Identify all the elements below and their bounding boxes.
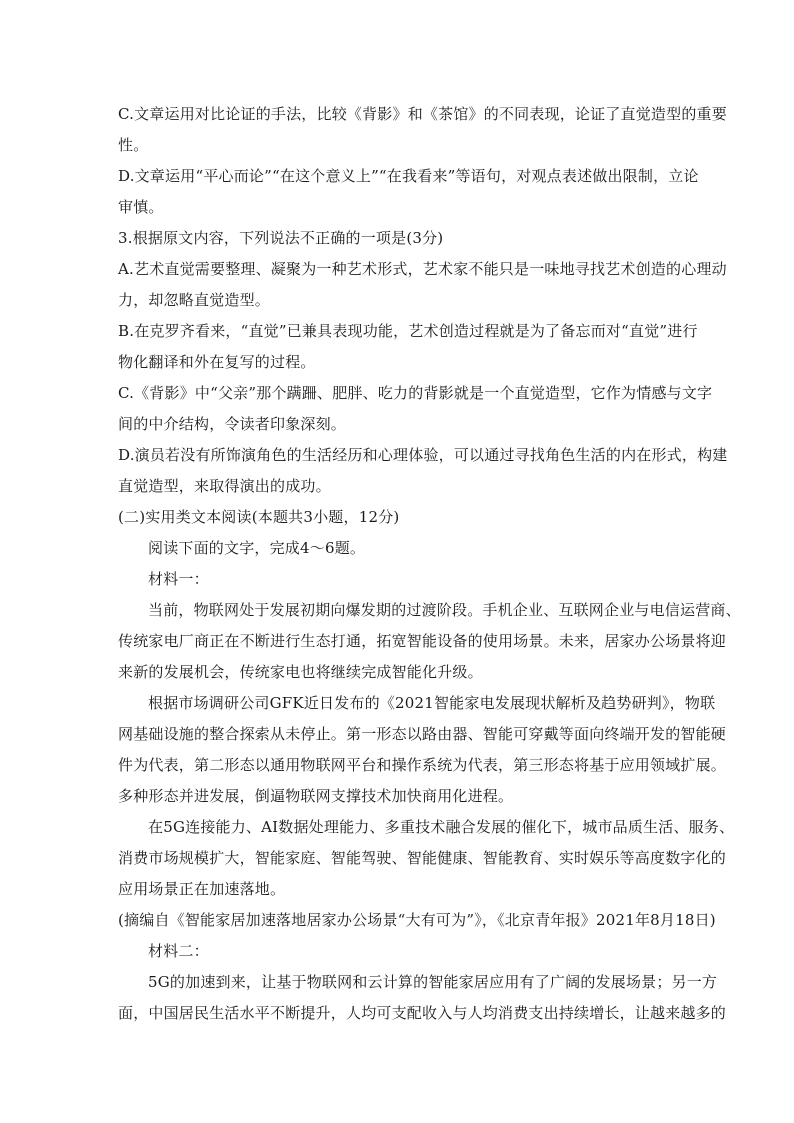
material-1-p1-line-3: 来新的发展机会，传统家电也将继续完成智能化升级。 [118, 663, 483, 681]
q3-option-d-line-1: D.演员若没有所饰演角色的生活经历和心理体验，可以通过寻找角色生活的内在形式，构建 [118, 446, 728, 464]
q3-option-b-line-2: 物化翻译和外在复写的过程。 [118, 353, 316, 371]
material-1-source: (摘编自《智能家居加速落地居家办公场景“大有可为”》，《北京青年报》2021年8月18日) [118, 911, 716, 929]
q3-option-b-line-1: B.在克罗齐看来，“直觉”已兼具表现功能，艺术创造过程就是为了备忘而对“直觉”进行 [118, 322, 698, 340]
material-1-p2-line-4: 多种形态并进发展，倒逼物联网支撑技术加快商用化进程。 [118, 787, 514, 805]
reading-instruction: 阅读下面的文字，完成4～6题。 [148, 539, 366, 557]
material-1-p1-line-1: 当前，物联网处于发展初期向爆发期的过渡阶段。手机企业、互联网企业与电信运营商、 [148, 601, 741, 619]
material-1-p1-line-2: 传统家电厂商正在不断进行生态打通，拓宽智能设备的使用场景。未来，居家办公场景将迎 [118, 632, 727, 650]
material-2-p1-line-1: 5G的加速到来，让基于物联网和云计算的智能家居应用有了广阔的发展场景；另一方 [148, 973, 718, 991]
q3-option-a-line-1: A.艺术直觉需要整理、凝聚为一种艺术形式，艺术家不能只是一味地寻找艺术创造的心理动 [118, 260, 727, 278]
material-1-p2-line-1: 根据市场调研公司GFK近日发布的《2021智能家电发展现状解析及趋势研判》，物联 [148, 694, 716, 712]
option-d-line-2: 审慎。 [118, 198, 164, 216]
material-1-p3-line-2: 消费市场规模扩大，智能家庭、智能驾驶、智能健康、智能教育、实时娱乐等高度数字化的 [118, 849, 727, 867]
material-1-p2-line-2: 网基础设施的整合探索从未停止。第一形态以路由器、智能可穿戴等面向终端开发的智能硬 [118, 725, 727, 743]
material-1-p3-line-1: 在5G连接能力、AI数据处理能力、多重技术融合发展的催化下，城市品质生活、服务、 [148, 818, 735, 836]
q3-option-c-line-2: 间的中介结构，令读者印象深刻。 [118, 415, 347, 433]
material-1-label: 材料一： [148, 570, 209, 588]
q3-option-d-line-2: 直觉造型，来取得演出的成功。 [118, 477, 331, 495]
material-1-p2-line-3: 件为代表，第二形态以通用物联网平台和操作系统为代表，第三形态将基于应用领域扩展。 [118, 756, 727, 774]
option-c-line-2: 性。 [118, 136, 149, 154]
option-d-line-1: D.文章运用“平心而论”“在这个意义上”“在我看来”等语句，对观点表述做出限制，立论 [118, 167, 699, 185]
question-3-stem: 3.根据原文内容，下列说法不正确的一项是(3分) [118, 229, 444, 247]
option-c-line-1: C.文章运用对比论证的手法，比较《背影》和《茶馆》的不同表现，论证了直觉造型的重要 [118, 105, 727, 123]
material-2-p1-line-2: 面，中国居民生活水平不断提升，人均可支配收入与人均消费支出持续增长，让越来越多的 [118, 1004, 727, 1022]
material-1-p3-line-3: 应用场景正在加速落地。 [118, 880, 286, 898]
q3-option-c-line-1: C.《背影》中“父亲”那个蹒跚、肥胖、吃力的背影就是一个直觉造型，它作为情感与文字 [118, 384, 713, 402]
material-2-label: 材料二： [148, 942, 209, 960]
q3-option-a-line-2: 力，却忽略直觉造型。 [118, 291, 271, 309]
section-heading: (二)实用类文本阅读(本题共3小题，12分) [118, 508, 400, 526]
